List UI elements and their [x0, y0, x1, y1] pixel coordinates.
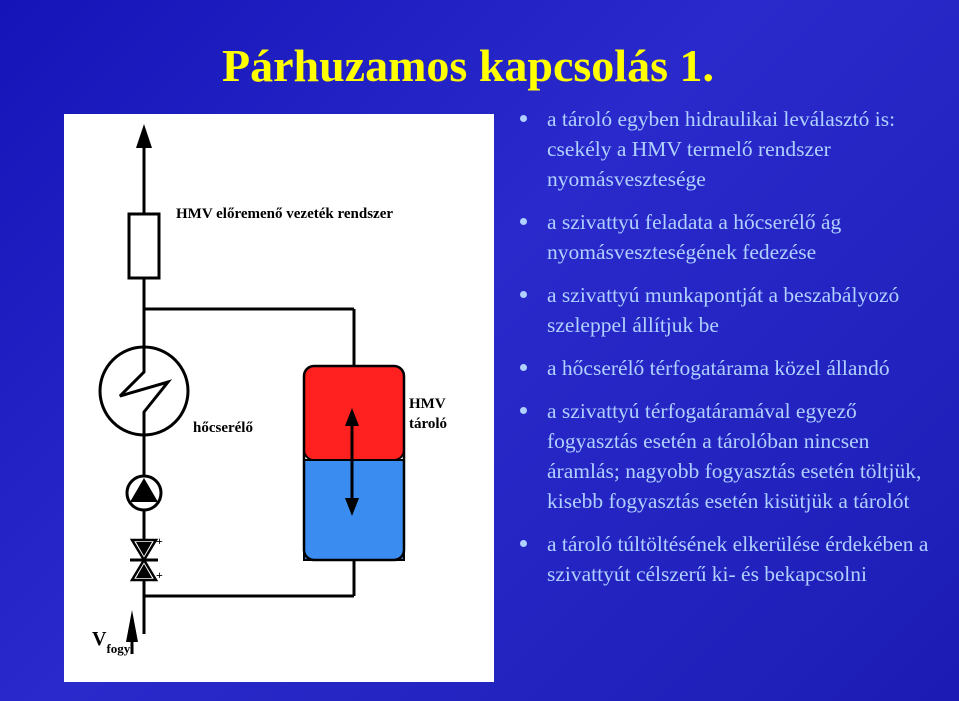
hydraulic-diagram [64, 114, 494, 682]
bullet-text: a szivattyú munkapontját a beszabályozó szeleppel állítjuk be [547, 283, 900, 337]
valve-mark-bottom: + [156, 568, 163, 582]
bullet-text: a szivattyú feladata a hőcserélő ág nyomásveszteségének fedezése [547, 210, 842, 264]
bullet-item [520, 207, 940, 267]
bullet-dot [520, 291, 527, 298]
label-flow-v [92, 628, 131, 656]
bullet-text: a tároló túltöltésének elkerülése érdekében a szivattyút célszerű ki- és bekapcsolni [547, 532, 929, 586]
label-v: V [92, 628, 107, 650]
bullet-item [520, 280, 940, 340]
label-heat-exchanger: hőcserélő [193, 420, 253, 436]
bullet-item [520, 396, 940, 516]
bullet-text: a tároló egyben hidraulikai leválasztó is: csekély a HMV termelő rendszer nyomásvesztesége [547, 107, 896, 191]
bullet-dot [520, 407, 527, 414]
bullet-dot [520, 115, 527, 122]
bullet-item [520, 353, 940, 383]
label-hmv-supply: HMV előremenő vezeték rendszer [176, 206, 394, 222]
bullet-dot [520, 218, 527, 225]
tank-hot-section [304, 366, 404, 460]
consumer-element [129, 214, 159, 278]
bullet-text: a szivattyú térfogatáramával egyező fogyasztás esetén a tárolóban nincsen áramlás; nagyobb fogyasztás esetén töltjük, kisebb fogyasztás esetén kisütjük a tárolót [547, 399, 922, 513]
bullet-text: a hőcserélő térfogatárama közel állandó [547, 356, 890, 380]
bullet-item [520, 529, 940, 589]
label-tank-storage: tároló [409, 416, 448, 432]
page-title: Párhuzamos kapcsolás 1. [222, 40, 714, 91]
valve-mark-top: + [156, 534, 163, 548]
bullet-list [520, 104, 940, 602]
bullet-dot [520, 364, 527, 371]
label-v-subscript: fogy [106, 641, 131, 656]
bullet-item [520, 104, 940, 194]
supply-arrow [136, 124, 152, 148]
bullet-dot [520, 540, 527, 547]
label-tank-hmv: HMV [409, 396, 446, 412]
